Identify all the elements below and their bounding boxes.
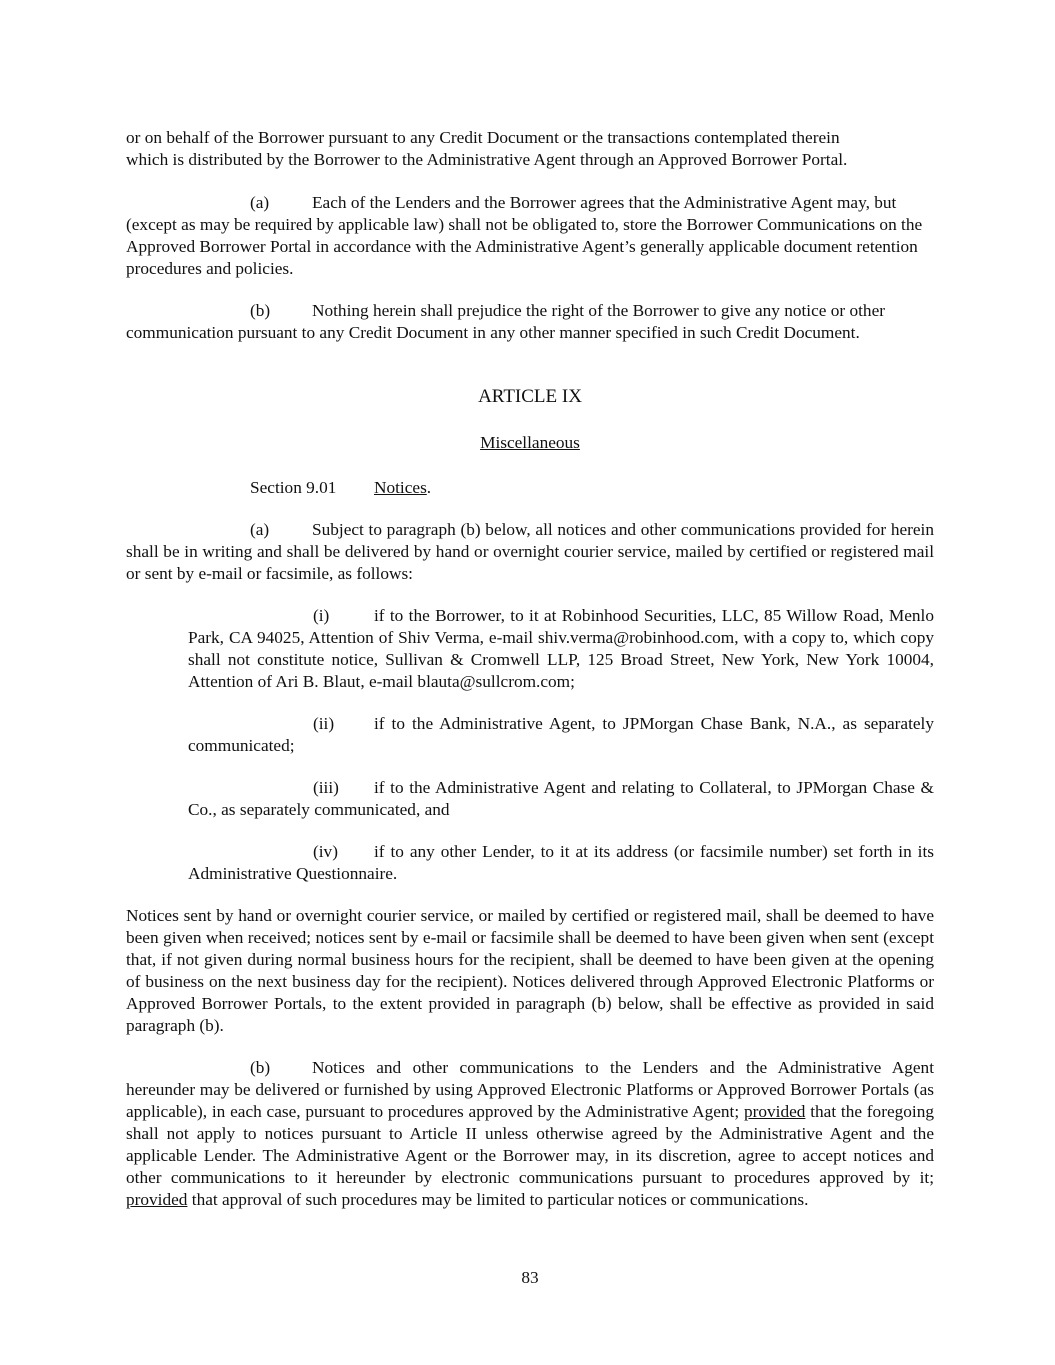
paragraph-text: Each of the Lenders and the Borrower agrees that the Administrative Agent may, but (except as may be required by applicable law) shall not be obligated to, store the Borrower Communications on the Approved Borrower Portal in accordance with the Administrative Agent’s generally applicable document retention procedures and policies. [126, 193, 923, 278]
sub-item-admin-agent [188, 713, 934, 757]
sub-item-label: (iii) [313, 778, 339, 797]
paragraph-text-part-2: that the foregoing shall not apply to notices pursuant to Article II unless otherwise agreed by the Administrative Agent and the applicable Lender. The Administrative Agent or the Borrower may, in its discretion, agree to accept notices and other communications to it hereunder by electronic communications pursuant to procedures approved by it; [126, 1102, 934, 1187]
intro-line-1: or on behalf of the Borrower pursuant to any Credit Document or the transactions contemplated therein [126, 128, 840, 147]
paragraph-label: (a) [250, 193, 270, 212]
paragraph-a-retention [126, 192, 934, 280]
section-period: . [426, 478, 432, 497]
paragraph-text-part-3: that approval of such procedures may be limited to particular notices or communications. [191, 1190, 809, 1209]
sub-item-label: (ii) [313, 714, 335, 733]
notices-paragraph-a [126, 519, 934, 585]
sub-item-label: (iv) [313, 842, 338, 861]
sub-item-text: if to the Administrative Agent and relating to Collateral, to JPMorgan Chase & Co., as separately communicated, and [188, 778, 934, 819]
sub-item-text: if to the Administrative Agent, to JPMorgan Chase Bank, N.A., as separately communicated; [188, 714, 934, 755]
paragraph-text: Subject to paragraph (b) below, all notices and other communications provided for herein shall be in writing and shall be delivered by hand or overnight courier service, mailed by certified or registered mail or sent by e-mail or facsimile, as follows: [126, 520, 934, 583]
article-subtitle [126, 432, 934, 454]
paragraph-label: (b) [250, 301, 271, 320]
sub-item-other-lender [188, 841, 934, 885]
sub-item-collateral [188, 777, 934, 821]
notices-effect-paragraph: Notices sent by hand or overnight courier service, or mailed by certified or registered mail, shall be deemed to have been given when received; notices sent by e-mail or facsimile shall be deemed to have been given when sent (except that, if not given during normal business hours for the recipient, shall be deemed to have been given at the opening of business on the next business day for the recipient). Notices delivered through Approved Electronic Platforms or Approved Borrower Portals, to the extent provided in paragraph (b) below, shall be effective as provided in said paragraph (b). [126, 906, 934, 1035]
paragraph-text-part-1: Notices and other communications to the Lenders and the Administrative Agent hereunder may be delivered or furnished by using Approved Electronic Platforms or Approved Borrower Portals (as applicable), in each case, pursuant to procedures approved by the Administrative Agent; [126, 1058, 934, 1121]
provided-term: provided [743, 1102, 806, 1121]
sub-item-text: if to any other Lender, to it at its address (or facsimile number) set forth in its Administrative Questionnaire. [188, 842, 934, 883]
page-number: 83 [521, 1268, 539, 1287]
article-title: ARTICLE IX [478, 386, 582, 407]
section-number: Section 9.01 [250, 478, 337, 497]
intro-paragraph [126, 127, 934, 171]
article-subtitle-text: Miscellaneous [480, 433, 580, 452]
paragraph-text: Nothing herein shall prejudice the right of the Borrower to give any notice or other communication pursuant to any Credit Document in any other manner specified in such Credit Document. [126, 301, 885, 342]
paragraph-label: (a) [250, 520, 270, 539]
section-title: Notices [374, 478, 427, 497]
sub-item-text: if to the Borrower, to it at Robinhood Securities, LLC, 85 Willow Road, Menlo Park, CA 94025, Attention of Shiv Verma, e-mail shiv.verma@robinhood.com, with a copy to, which copy shall not constitute notice, Sullivan & Cromwell LLP, 125 Broad Street, New York, New York 10004, Attention of Ari B. Blaut, e-mail blauta@sullcrom.com; [188, 606, 934, 691]
provided-term: provided [126, 1190, 188, 1209]
paragraph-label: (b) [250, 1058, 271, 1077]
sub-item-label: (i) [313, 606, 330, 625]
section-heading [126, 477, 934, 499]
sub-item-borrower [188, 605, 934, 693]
intro-line-2: which is distributed by the Borrower to the Administrative Agent through an Approved Borrower Portal. [126, 150, 848, 169]
notices-paragraph-b [126, 1057, 934, 1211]
paragraph-b-prejudice [126, 300, 934, 344]
